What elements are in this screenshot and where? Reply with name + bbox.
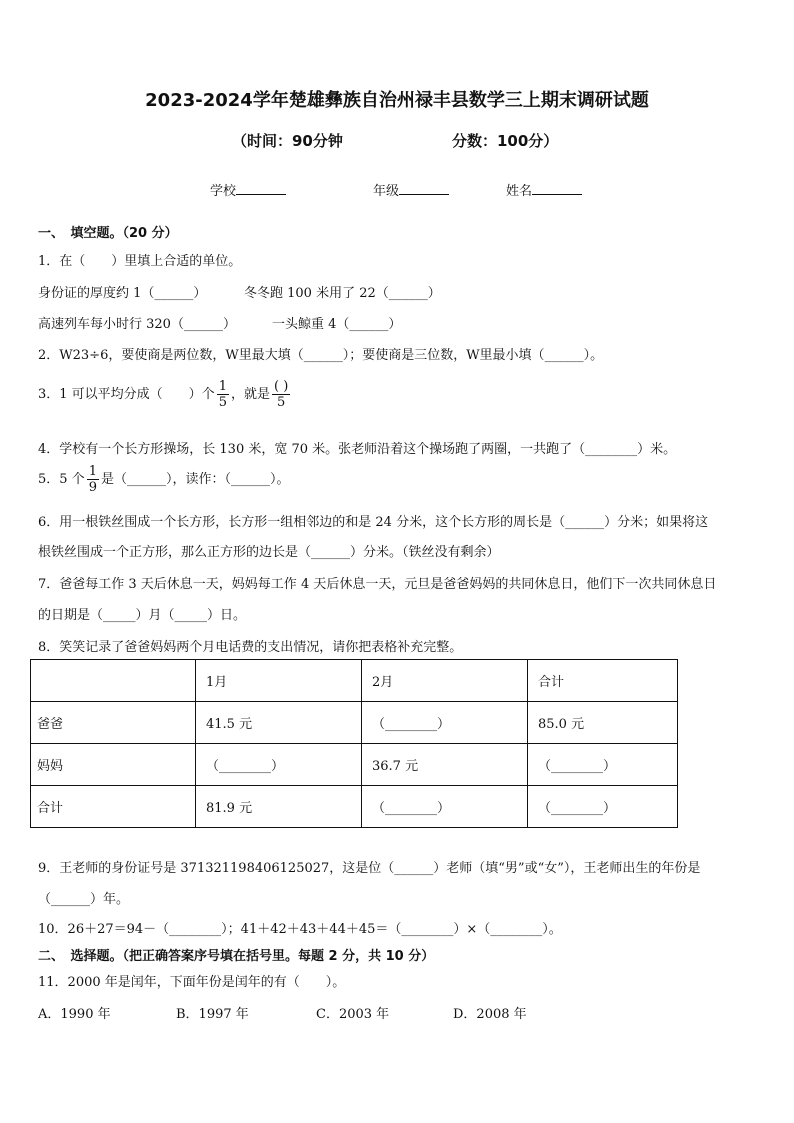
question-6-line-1: 6．用一根铁丝围成一个长方形，长方形一组相邻边的和是 24 分米，这个长方形的周长是（______）分米；如果将这: [38, 515, 709, 530]
table-header-cell: 合计: [528, 660, 678, 702]
table-row: [31, 702, 678, 744]
school-field: [210, 180, 286, 199]
question-4: 4．学校有一个长方形操场，长 130 米，宽 70 米。张老师沿着这个操场跑了两圈，一共跑了（________）米。: [38, 442, 677, 457]
question-7-line-2: 的日期是（_____）月（_____）日。: [38, 608, 247, 623]
table-header-cell: 2月: [362, 660, 528, 702]
table-row: [31, 786, 678, 828]
question-7-line-1: 7．爸爸每工作 3 天后休息一天，妈妈每工作 4 天后休息一天，元旦是爸爸妈妈的共同休息日，他们下一次共同休息日: [38, 577, 717, 592]
fraction-denominator: 5: [218, 395, 227, 410]
grade-label: 年级: [373, 184, 400, 199]
option-a[interactable]: A．1990 年: [38, 1007, 111, 1022]
fraction-one-fifth: [217, 379, 229, 410]
time-limit: （时间：90分钟: [232, 132, 343, 150]
question-1-item-d: 一头鲸重 4（______）: [272, 317, 402, 332]
question-5-post: 是（______），读作：（______）。: [100, 472, 290, 487]
fraction-denominator: 9: [88, 480, 97, 495]
question-9-line-2: （______）年。: [38, 892, 130, 907]
question-5: [38, 464, 289, 495]
option-b[interactable]: B．1997 年: [176, 1007, 249, 1022]
fraction-one-ninth: [87, 464, 99, 495]
table-answer-blank[interactable]: （________）: [528, 786, 678, 828]
table-cell: 合计: [31, 786, 196, 828]
fraction-blank-fifths: [272, 379, 290, 410]
question-9-line-1: 9．王老师的身份证号是 371321198406125027，这是位（______）老师（填“男”或“女”），王老师出生的年份是: [38, 861, 701, 876]
phone-bill-table: [30, 659, 678, 828]
table-answer-blank[interactable]: （________）: [362, 786, 528, 828]
name-label: 姓名: [506, 184, 533, 199]
table-row: [31, 744, 678, 786]
question-1-item-a: 身份证的厚度约 1（______）: [38, 286, 207, 301]
name-field: [506, 180, 582, 199]
fraction-numerator-blank[interactable]: ( ): [273, 379, 289, 394]
question-3: [38, 379, 292, 410]
question-1-item-c: 高速列车每小时行 320（______）: [38, 317, 236, 332]
section-fill-in-heading: 一、 填空题。（20 分）: [38, 226, 178, 241]
option-c[interactable]: C．2003 年: [316, 1007, 390, 1022]
grade-field: [373, 180, 449, 199]
table-header-cell: 1月: [196, 660, 362, 702]
table-cell: 爸爸: [31, 702, 196, 744]
option-d[interactable]: D．2008 年: [453, 1007, 527, 1022]
total-score: 分数：100分）: [452, 132, 559, 150]
fraction-numerator: 1: [88, 464, 97, 479]
school-label: 学校: [210, 184, 237, 199]
table-header-cell: [31, 660, 196, 702]
table-cell: 81.9 元: [196, 786, 362, 828]
table-cell: 妈妈: [31, 744, 196, 786]
question-10: 10．26＋27＝94－（________）；41＋42＋43＋44＋45＝（________）×（________）。: [38, 922, 562, 937]
question-3-mid: ，就是: [230, 387, 270, 402]
table-cell: 36.7 元: [362, 744, 528, 786]
table-header-row: [31, 660, 678, 702]
question-11-stem: 11．2000 年是闰年，下面年份是闰年的有（ ）。: [38, 975, 346, 990]
question-6-line-2: 根铁丝围成一个正方形，那么正方形的边长是（______）分米。（铁丝没有剩余）: [38, 545, 500, 560]
name-blank[interactable]: [532, 182, 582, 195]
question-3-text: 3．1 可以平均分成（ ）个: [38, 387, 215, 402]
table-answer-blank[interactable]: （________）: [528, 744, 678, 786]
school-blank[interactable]: [236, 182, 286, 195]
grade-blank[interactable]: [399, 182, 449, 195]
exam-title: 2023-2024学年楚雄彝族自治州禄丰县数学三上期末调研试题: [145, 90, 649, 111]
table-cell: 41.5 元: [196, 702, 362, 744]
table-answer-blank[interactable]: （________）: [362, 702, 528, 744]
fraction-numerator: 1: [218, 379, 227, 394]
question-1-stem: 1．在（ ）里填上合适的单位。: [38, 254, 242, 269]
section-choice-heading: 二、 选择题。（把正确答案序号填在括号里。每题 2 分，共 10 分）: [38, 949, 435, 964]
question-1-item-b: 冬冬跑 100 米用了 22（______）: [244, 286, 441, 301]
table-cell: 85.0 元: [528, 702, 678, 744]
question-5-pre: 5．5 个: [38, 472, 85, 487]
question-2: 2．W23÷6，要使商是两位数，W里最大填（______）；要使商是三位数，W里最小填（______）。: [38, 348, 604, 363]
question-8-stem: 8．笑笑记录了爸爸妈妈两个月电话费的支出情况，请你把表格补充完整。: [38, 640, 463, 655]
table-answer-blank[interactable]: （________）: [196, 744, 362, 786]
fraction-denominator: 5: [276, 395, 286, 410]
